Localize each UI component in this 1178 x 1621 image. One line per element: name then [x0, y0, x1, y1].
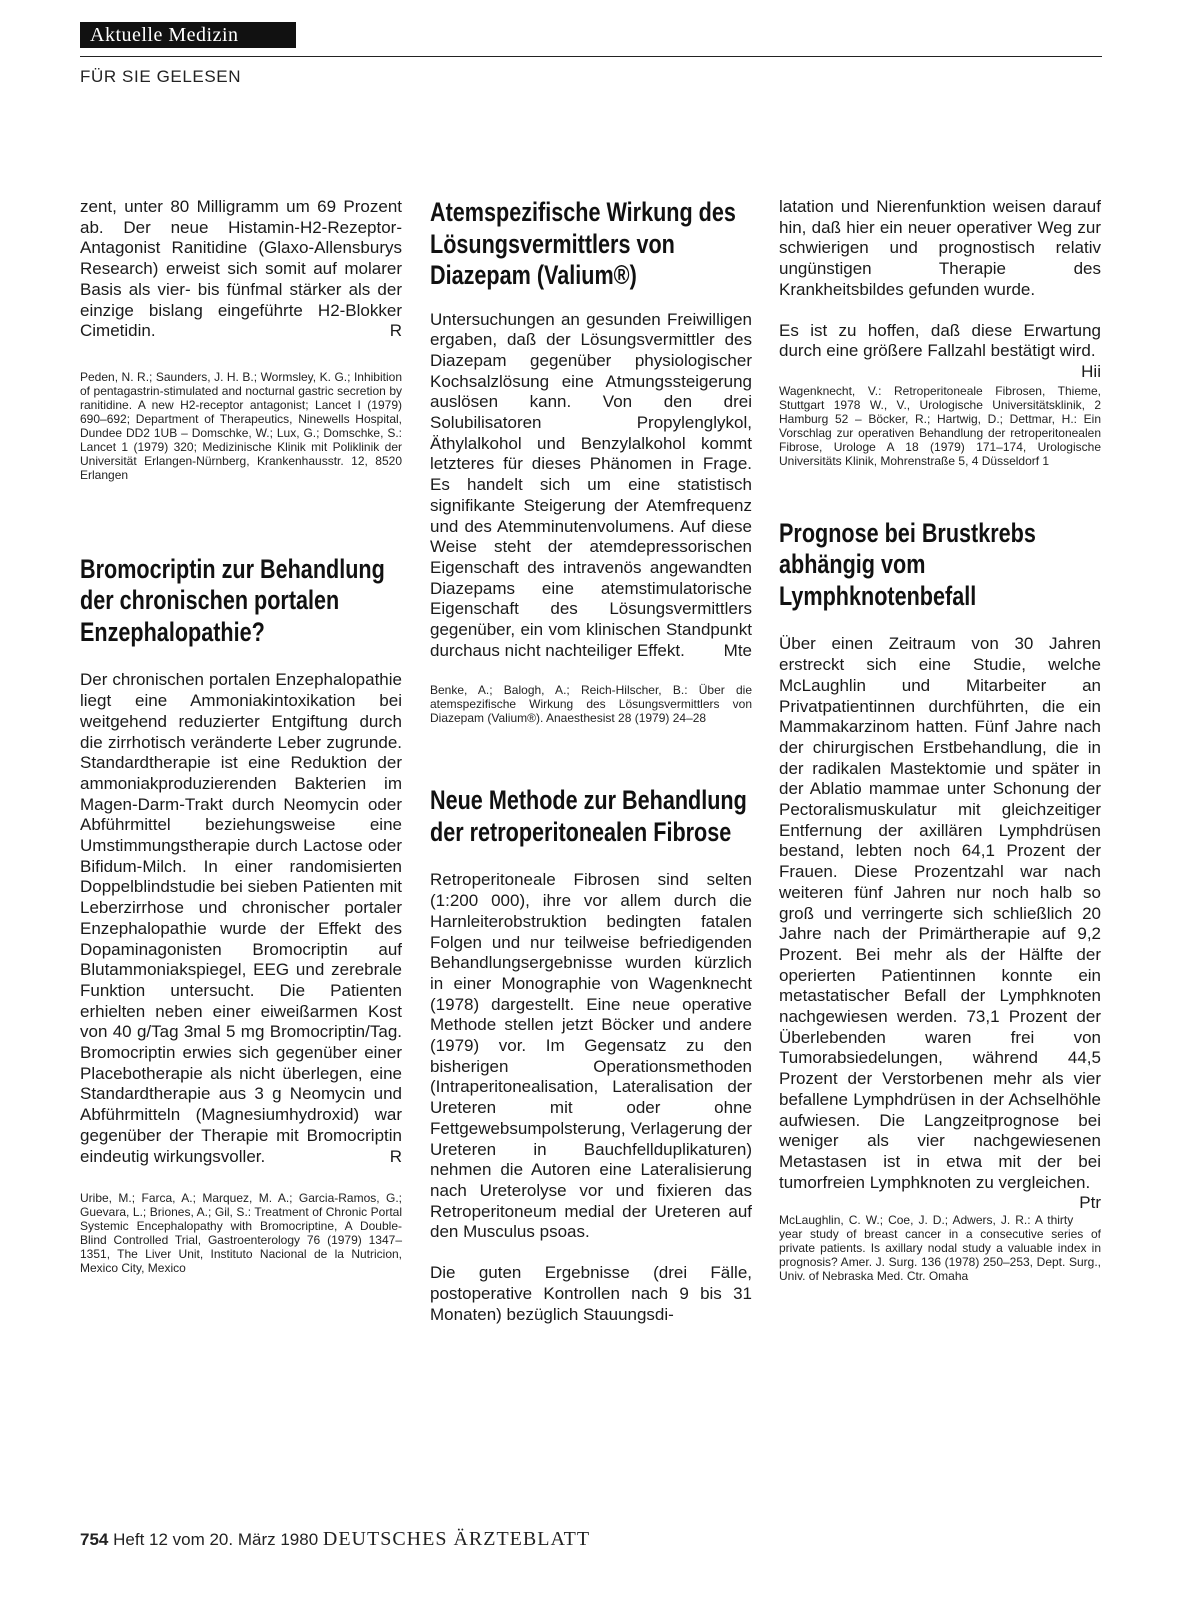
continued-text: latation und Nierenfunktion weisen darauf hin, daß hier ein neuer operativer Weg zur schwierigen und prognostisch relativ ungünstigen Therapie des Krankheitsbildes gefunden wurde. [779, 197, 1101, 299]
author-signature: Ptr [1079, 1193, 1101, 1213]
author-signature: Mte [723, 640, 752, 660]
section-label: Aktuelle Medizin [80, 22, 296, 48]
article-body [80, 670, 402, 1167]
column-3 [779, 197, 1101, 1283]
continued-text [779, 320, 1101, 381]
article-body [779, 634, 1101, 1213]
article-title: Bromocriptin zur Behandlung der chronischen portalen Enzephalopathie? [80, 553, 385, 647]
reference: Uribe, M.; Farca, A.; Marquez, M. A.; Garcia-Ramos, G.; Guevara, L.; Briones, A.; Gil, S.: Treatment of Chronic Portal Systemic Encephalopathy with Bromocriptine, A Double-Blind Controlled Trial, Gastroenterology 76 (1979) 1347–1351, The Liver Unit, Instituto Nacional de la Nutricion, Mexico City, Mexico [80, 1191, 402, 1276]
reference: Benke, A.; Balogh, A.; Reich-Hilscher, B.: Über die atemspezifische Wirkung des Lösungsvermittlers von Diazepam (Valium®). Anaesthesist 28 (1979) 24–28 [430, 683, 752, 726]
page-number: 754 [80, 1530, 109, 1549]
rubric-title: FÜR SIE GELESEN [80, 67, 242, 86]
reference: Wagenknecht, V.: Retroperitoneale Fibrosen, Thieme, Stuttgart 1978 W., V., Urologische Universitätsklinik, 2 Hamburg 52 – Böcker, R.; Hartwig, D.; Dettmar, H.: Ein Vorschlag zur operativen Behandlung der retroperitonealen Fibrose, Urologe A 18 (1979) 171–174, Urologische Universitäts Klinik, Mohrenstraße 5, 4 Düsseldorf 1 [779, 383, 1101, 468]
article-body: Retroperitoneale Fibrosen sind selten (1:200 000), ihre vor allem durch die Harnleiterobstruktion bedingten fatalen Folgen und nur teilweise befriedigenden Behandlungsergebnisse wurden kürzlich in einer Monographie von Wagenknecht (1978) dargestellt. Eine neue operative Methode stellen jetzt Böcker und andere (1979) vor. Im Gegensatz zu den bisherigen Operationsmethoden (Intraperitonealisation, Lateralisation der Ureteren mit oder ohne Fettgewebsumpolsterung, Verlagerung der Ureteren in Bauchfellduplikaturen) nehmen die Autoren eine Lateralisierung nach Ureterolyse vor und fixieren das Retroperitoneum medial der Ureteren auf den Musculus psoas. [430, 870, 752, 1242]
article-title: Atemspezifische Wirkung des Lösungsvermittlers von Diazepam (Valium®) [430, 197, 736, 290]
author-signature: R [389, 321, 402, 341]
column-1 [80, 197, 402, 1275]
continued-text [80, 197, 402, 342]
author-signature: R [389, 1146, 402, 1166]
article-body-text: Untersuchungen an gesunden Freiwilligen ergaben, daß der Lösungsvermittler des Diazepam gegenüber physiologischer Kochsalzlösung eine Atmungssteigerung auslösen kann. Von den drei Solubilisatoren Propylenglykol, Äthylalkohol und Benzylalkohol kommt letzteres für dieses Phänomen in Frage. Es handelt sich um eine statistisch signifikante Steigerung der Atemfrequenz und des Atemminutenvolumens. Auf diese Weise steht der atemdepressorischen Eigenschaft des intravenös angewandten Diazepams eine atemstimulatorische Eigenschaft des Lösungsvermittlers gegenüber, ein vom klinischen Standpunkt durchaus nicht nachteiliger Effekt. [430, 309, 752, 660]
reference: McLaughlin, C. W.; Coe, J. D.; Adwers, J. R.: A thirty year study of breast cancer in a consecutive series of private patients. Is axillary nodal study a valuable index in prognosis? Amer. J. Surg. 136 (1978) 250–253, Dept. Surg., Univ. of Nebraska Med. Ctr. Omaha [779, 1213, 1101, 1284]
issue-info: Heft 12 vom 20. März 1980 [113, 1530, 319, 1549]
reference: Peden, N. R.; Saunders, J. H. B.; Wormsley, K. G.; Inhibition of pentagastrin-stimulated and nocturnal gastric secretion by ranitidine. A new H2-receptor antagonist; Lancet I (1979) 690–692; Department of Therapeutics, Ninewells Hospital, Dundee DD2 1UB – Domschke, W.; Lux, G.; Domschke, S.: Lancet 1 (1979) 320; Medizinische Klinik mit Poliklinik der Universität Erlangen-Nürnberg, Krankenhausstr. 12, 8520 Erlangen [80, 369, 402, 482]
article-body: Die guten Ergebnisse (drei Fälle, postoperative Kontrollen nach 9 bis 31 Monaten) bezüglich Stauungsdi- [430, 1263, 752, 1324]
article-body [430, 310, 752, 662]
article-title: Neue Methode zur Behandlung der retroperitonealen Fibrose [430, 785, 747, 847]
journal-name: DEUTSCHES ÄRZTEBLATT [322, 1528, 591, 1550]
header-rule [80, 56, 1102, 57]
column-2 [430, 197, 752, 1325]
article-body-text: Der chronischen portalen Enzephalopathie liegt eine Ammoniakintoxikation bei weitgehend reduzierter Entgiftung durch die zirrhotisch veränderte Leber zugrunde. Standardtherapie ist eine Reduktion der ammoniakproduzierenden Bakterien im Magen-Darm-Trakt durch Neomycin oder Abführmittel beziehungsweise eine Umstimmungstherapie durch Lactose oder Bifidum-Milch. In einer randomisierten Doppelblindstudie bei sieben Patienten mit Leberzirrhose und chronischer portaler Enzephalopathie wurde der Effekt des Dopaminagonisten Bromocriptin auf Blutammoniakspiegel, EEG und zerebrale Funktion untersucht. Die Patienten erhielten neben einer eiweißarmen Kost von 40 g/Tag 3mal 5 mg Bromocriptin/Tag. Bromocriptin erwies sich gegenüber einer Placebotherapie als nicht überlegen, eine Standardtherapie aus 3 g Neomycin und Abführmitteln (Magnesiumhydroxid) war gegenüber der Therapie mit Bromocriptin eindeutig wirkungsvoller. [80, 670, 402, 1166]
article-body-text: Über einen Zeitraum von 30 Jahren erstreckt sich eine Studie, welche McLaughlin und Mitarbeiter an Privatpatientinnen durchführten, die ein Mammakarzinom hatten. Fünf Jahre nach der chirurgischen Erstbehandlung, die in der radikalen Mastektomie und später in der Ablatio mammae unter Schonung der Pectoralismuskulatur mit gleichzeitiger Entfernung der axillären Lymphdrüsen bestand, lebten noch 64,1 Prozent der Frauen. Diese Prozentzahl war nach weiteren fünf Jahren nur noch halb so groß und verringerte sich schließlich 20 Jahre nach der Primärtherapie auf 9,2 Prozent. Bei mehr als der Hälfte der operierten Patientinnen konnte ein metastatischer Befall der Lymphknoten nachgewiesen werden. 73,1 Prozent der Überlebenden waren frei von Tumorabsiedelungen, während 44,5 Prozent der Verstorbenen mehr als vier befallene Lymphdrüsen in der Achselhöhle aufwiesen. Die Langzeitprognose bei weniger als vier nachgewiesenen Metastasen ist in etwa mit der bei tumorfreien Lymphknoten zu vergleichen. [779, 634, 1101, 1192]
article-title: Prognose bei Brustkrebs abhängig vom Lymphknotenbefall [779, 517, 1036, 611]
continued-text-body: Es ist zu hoffen, daß diese Erwartung durch eine größere Fallzahl bestätigt wird. [779, 320, 1101, 361]
continued-text-body: zent, unter 80 Milligramm um 69 Prozent ab. Der neue Histamin-H2-Rezeptor-Antagonist Ranitidine (Glaxo-Allensburys Research) erweist sich somit auf molarer Basis als vier- bis fünfmal stärker als der einzige bislang eingeführte H2-Blokker Cimetidin. [80, 197, 402, 341]
author-signature: Hii [1081, 361, 1101, 381]
page-footer [80, 1528, 590, 1551]
